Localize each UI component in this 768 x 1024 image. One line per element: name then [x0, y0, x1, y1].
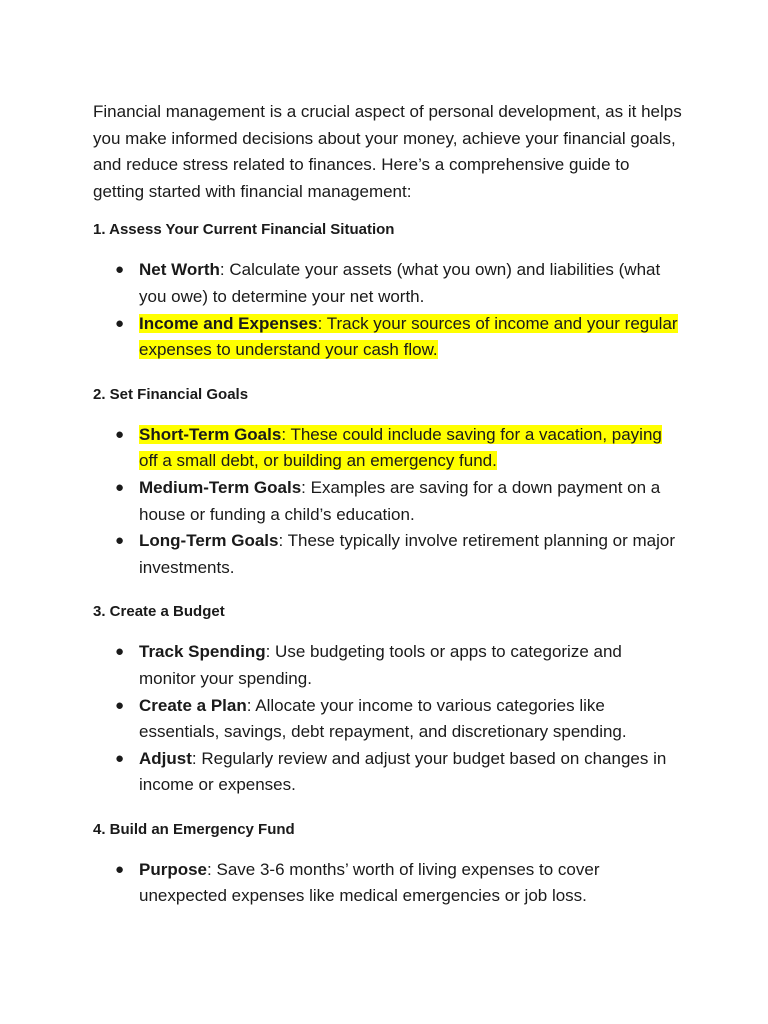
- list-item-term: Long-Term Goals: [139, 531, 279, 551]
- list-item-term: Net Worth: [139, 260, 220, 280]
- list-item: [93, 693, 683, 746]
- list-item: [93, 528, 683, 581]
- bullet-list: [93, 857, 683, 910]
- list-item-text: : These typically involve retirement planning or major investments.: [139, 531, 676, 577]
- bullet-list: [93, 422, 683, 582]
- list-item-text: : Save 3-6 months’ worth of living expenses to cover unexpected expenses like medical emergencies or job loss.: [139, 859, 600, 906]
- list-item-text: : Examples are saving for a down payment on a house or funding a child’s education.: [139, 477, 661, 524]
- list-item: [93, 746, 683, 799]
- list-item-text: : Allocate your income to various categories like essentials, savings, debt repayment, and discretionary spending.: [139, 695, 627, 742]
- list-item-text: : Use budgeting tools or apps to categorize and monitor your spending.: [139, 642, 622, 688]
- list-item-term: Short-Term Goals: [139, 424, 282, 444]
- bullet-icon: ●: [115, 860, 125, 878]
- list-item-text: : Track your sources of income and your regular expenses to understand your cash flow.: [139, 313, 678, 360]
- bullet-icon: ●: [115, 314, 125, 332]
- bullet-icon: ●: [115, 425, 125, 443]
- bullet-icon: ●: [115, 643, 125, 661]
- bullet-icon: ●: [115, 749, 125, 767]
- bullet-list: [93, 639, 683, 799]
- section-heading: 1. Assess Your Current Financial Situation: [93, 221, 395, 239]
- list-item-text: : These could include saving for a vacation, paying off a small debt, or building an emergency fund.: [139, 424, 662, 471]
- list-item: [93, 475, 683, 528]
- section-heading: 3. Create a Budget: [93, 603, 225, 621]
- list-item-term: Income and Expenses: [139, 313, 318, 333]
- bullet-list: [93, 257, 683, 363]
- highlighted-text: [139, 425, 662, 471]
- list-item-term: Medium-Term Goals: [139, 477, 302, 497]
- bullet-icon: ●: [115, 696, 125, 714]
- bullet-icon: ●: [115, 261, 125, 279]
- section-heading: 2. Set Financial Goals: [93, 385, 249, 403]
- list-item: [93, 639, 683, 692]
- list-item: [93, 422, 683, 475]
- list-item-term: Create a Plan: [139, 695, 247, 715]
- list-item-term: Purpose: [139, 859, 208, 879]
- document-page: [93, 99, 683, 931]
- bullet-icon: ●: [115, 532, 125, 550]
- list-item-term: Track Spending: [139, 642, 266, 662]
- list-item: [93, 857, 683, 910]
- section-heading: 4. Build an Emergency Fund: [93, 820, 295, 838]
- list-item-text: : Regularly review and adjust your budget based on changes in income or expenses.: [139, 748, 667, 795]
- list-item: [93, 257, 683, 310]
- list-item-text: : Calculate your assets (what you own) and liabilities (what you owe) to determine your net worth.: [139, 260, 661, 306]
- list-item-term: Adjust: [139, 748, 192, 768]
- bullet-icon: ●: [115, 478, 125, 496]
- list-item: [93, 311, 683, 364]
- intro-paragraph: Financial management is a crucial aspect of personal development, as it helps you make informed decisions about your money, achieve your financial goals, and reduce stress related to finances. Here’s a comprehensive guide to getting started with financial management:: [93, 102, 682, 201]
- highlighted-text: [139, 314, 678, 360]
